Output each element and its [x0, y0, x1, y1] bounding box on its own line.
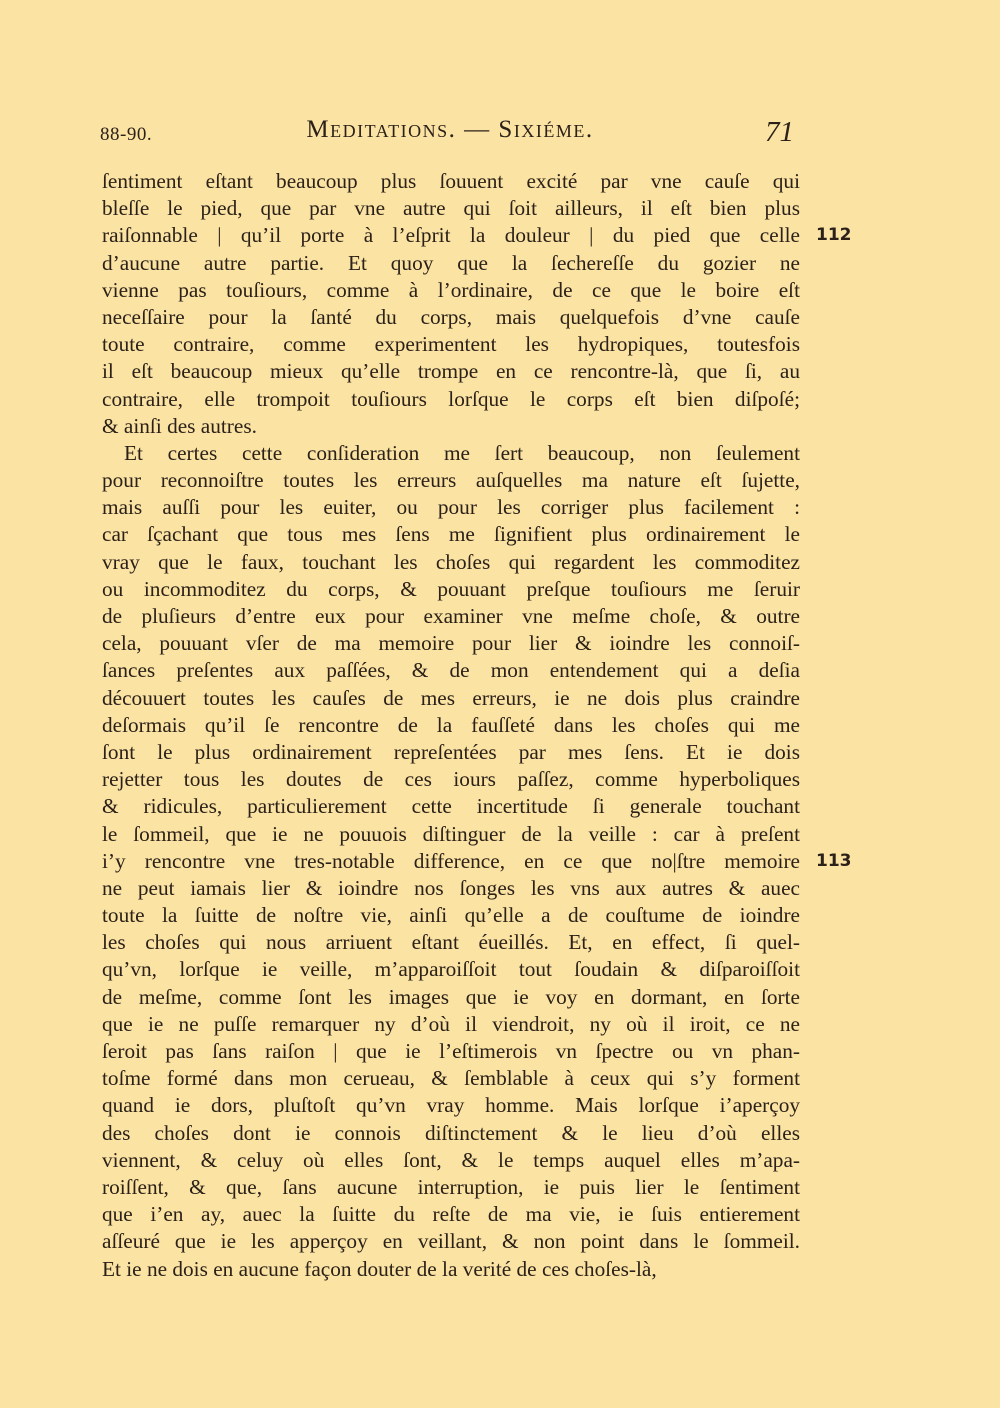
- text-line: Et certes cette conſideration me ſert beaucoup, non ſeulement: [124, 440, 800, 465]
- text-line: quand ie dors, pluſtoſt qu’vn vray homme. Mais lorſque i’aperçoy: [102, 1093, 800, 1118]
- paragraph: [102, 168, 800, 440]
- text-line: toſme formé dans mon cerueau, & ſemblable à ceux qui s’y forment: [102, 1066, 800, 1091]
- text-line: cela, pouuant vſer de ma memoire pour lier & ioindre les connoiſ-: [102, 631, 800, 656]
- text-line: aſſeuré que ie les apperçoy en veillant, & non point dans le ſommeil.: [102, 1229, 800, 1254]
- text-line: les choſes qui nous arriuent eſtant éueillés. Et, en effect, ſi quel-: [102, 930, 800, 955]
- text-line: découuert toutes les cauſes de mes erreurs, ie ne dois plus craindre: [102, 685, 800, 710]
- text-line: roiſſent, & que, ſans aucune interruption, ie puis lier le ſentiment: [102, 1174, 800, 1199]
- text-line: le ſommeil, que ie ne pouuois diſtinguer de la veille : car à preſent: [102, 821, 800, 846]
- margin-line-number: 112: [816, 225, 852, 246]
- text-line: ſances preſentes aux paſſées, & de mon entendement qui a deſia: [102, 658, 800, 683]
- text-line: & ainſi des autres.: [102, 413, 257, 438]
- text-line: que i’en ay, auec la ſuitte du reſte de ma vie, ie ſuis entierement: [102, 1202, 800, 1227]
- text-line: vray que le faux, touchant les choſes qui regardent les commoditez: [102, 549, 800, 574]
- text-line: pour reconnoiſtre toutes les erreurs auſquelles ma nature eſt ſujette,: [102, 468, 800, 493]
- text-line: vienne pas touſiours, comme à l’ordinaire, de ce que le boire eſt: [102, 277, 800, 302]
- text-line: toute la ſuitte de noſtre vie, ainſi qu’elle a de couſtume de ioindre: [102, 903, 800, 928]
- text-line: ou incommoditez du corps, & pouuant preſque touſiours me ſeruir: [102, 576, 800, 601]
- page-range: 88-90.: [100, 124, 153, 145]
- running-title: Meditations. — Sixiéme.: [306, 116, 594, 143]
- text-line: il eſt beaucoup mieux qu’elle trompe en ce rencontre-là, que ſi, au: [102, 359, 800, 384]
- page-number: 71: [765, 116, 794, 148]
- running-header: [100, 116, 800, 156]
- text-line: des choſes dont ie connois diſtinctement & le lieu d’où elles: [102, 1120, 800, 1145]
- paragraph: [102, 440, 800, 1283]
- text-line: ſentiment eſtant beaucoup plus ſouuent excité par vne cauſe qui: [102, 169, 800, 193]
- text-line: mais auſſi pour les euiter, ou pour les corriger plus facilement :: [102, 495, 800, 520]
- text-line: de meſme, comme ſont les images que ie voy en dormant, en ſorte: [102, 984, 800, 1009]
- text-line: raiſonnable | qu’il porte à l’eſprit la douleur | du pied que celle: [102, 223, 800, 248]
- text-line: ſont le plus ordinairement repreſentées par mes ſens. Et ie dois: [102, 739, 800, 764]
- text-line: d’aucune autre partie. Et quoy que la ſechereſſe du gozier ne: [102, 250, 800, 275]
- text-line: viennent, & celuy où elles ſont, & le temps auquel elles m’apa-: [102, 1147, 800, 1172]
- text-line: rejetter tous les doutes de ces iours paſſez, comme hyperboliques: [102, 767, 800, 792]
- text-line: de pluſieurs d’entre eux pour examiner vne meſme choſe, & outre: [102, 604, 800, 628]
- text-line: que ie ne puſſe remarquer ny d’où il viendroit, ny où il iroit, ce ne: [102, 1011, 800, 1036]
- text-line: toute contraire, comme experimentent les hydropiques, toutesfois: [102, 332, 800, 357]
- text-line: deſormais qu’il ſe rencontre de la fauſſeté dans les choſes qui me: [102, 712, 800, 737]
- text-line: bleſſe le pied, que par vne autre qui ſoit ailleurs, il eſt bien plus: [102, 196, 800, 221]
- text-line: & ridicules, particulierement cette incertitude ſi generale touchant: [102, 794, 800, 819]
- text-line: ſeroit pas ſans raiſon | que ie l’eſtimerois vn ſpectre ou vn phan-: [102, 1039, 800, 1063]
- text-line: neceſſaire pour la ſanté du corps, mais quelquefois d’vne cauſe: [102, 304, 800, 329]
- margin-line-number: 113: [816, 851, 852, 871]
- text-line: car ſçachant que tous mes ſens me ſignifient plus ordinairement le: [102, 522, 800, 547]
- text-line: contraire, elle trompoit touſiours lorſque le corps eſt bien diſpoſé;: [102, 386, 800, 411]
- text-line: Et ie ne dois en aucune façon douter de la verité de ces choſes-là,: [102, 1256, 657, 1281]
- body-text: [102, 168, 800, 1283]
- text-line: qu’vn, lorſque ie veille, m’apparoiſſoit tout ſoudain & diſparoiſſoit: [102, 957, 800, 982]
- text-line: i’y rencontre vne tres-notable difference, en ce que no|ſtre memoire: [102, 848, 800, 873]
- text-line: ne peut iamais lier & ioindre nos ſonges les vns aux autres & auec: [102, 875, 800, 900]
